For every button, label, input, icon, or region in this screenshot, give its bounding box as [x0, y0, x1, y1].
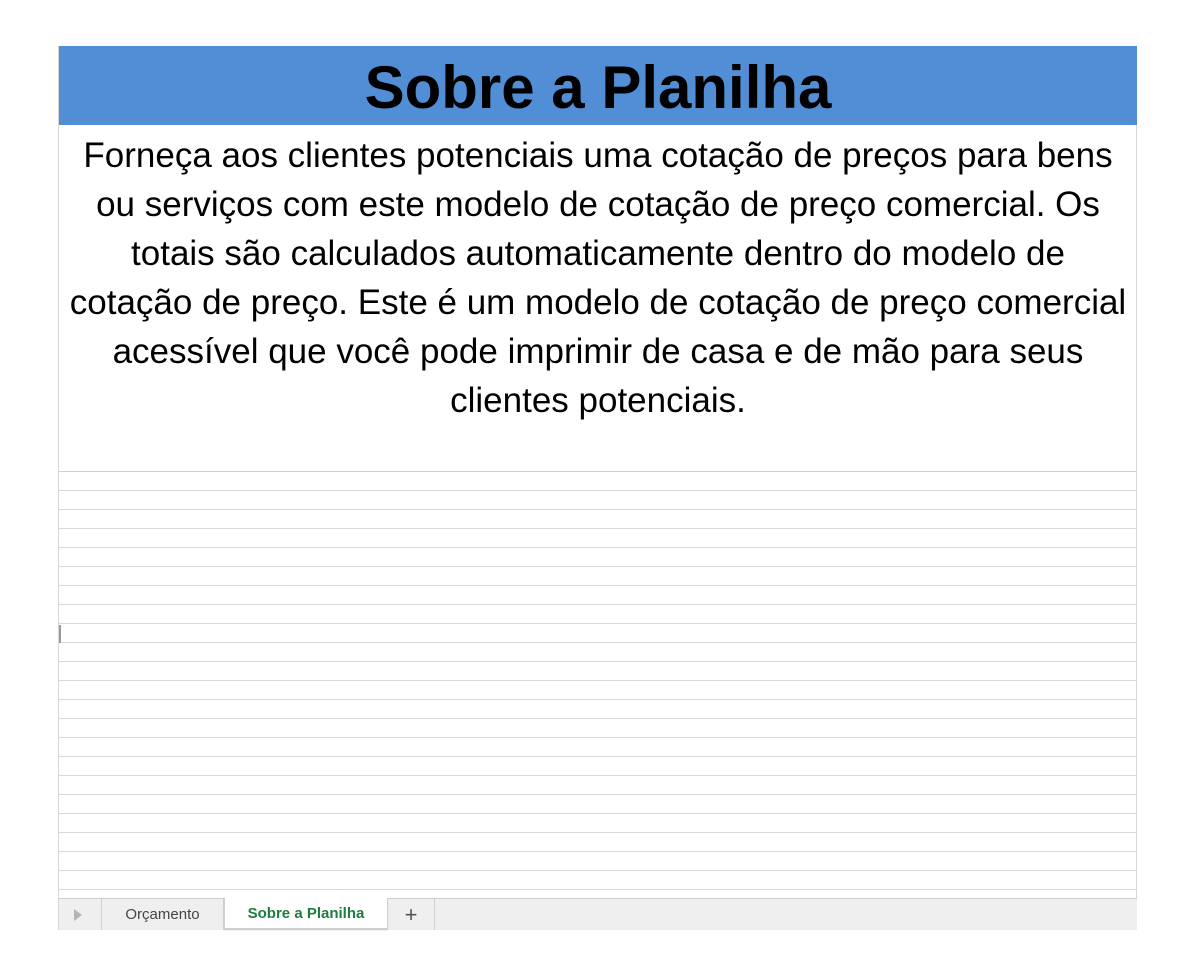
description-cell[interactable]: [59, 125, 1137, 472]
tab-scroll-button[interactable]: [59, 899, 102, 930]
tab-label: Orçamento: [125, 906, 200, 923]
spreadsheet-window: [58, 46, 1137, 930]
sheet-description: Forneça aos clientes potenciais uma cotação de preços para bens ou serviços com este modelo de cotação de preço comercial. Os totais são calculados automaticamente dentro do modelo de cotação de preço. Este é um modelo de cotação de preço comercial acessível que você pode imprimir de casa e de mão para seus clientes potenciais.: [69, 136, 1127, 420]
title-cell[interactable]: [59, 46, 1137, 125]
tab-orcamento[interactable]: [102, 899, 224, 930]
sheet-tab-bar: [59, 898, 1137, 930]
empty-grid-rows[interactable]: [59, 472, 1137, 897]
tab-sobre-a-planilha[interactable]: [224, 898, 388, 930]
sheet-title: Sobre a Planilha: [364, 54, 832, 121]
plus-icon: +: [404, 901, 418, 927]
cell-cursor: [59, 625, 61, 643]
tab-label: Sobre a Planilha: [247, 904, 365, 922]
add-sheet-button[interactable]: [388, 899, 435, 930]
play-arrow-icon: [74, 909, 82, 921]
